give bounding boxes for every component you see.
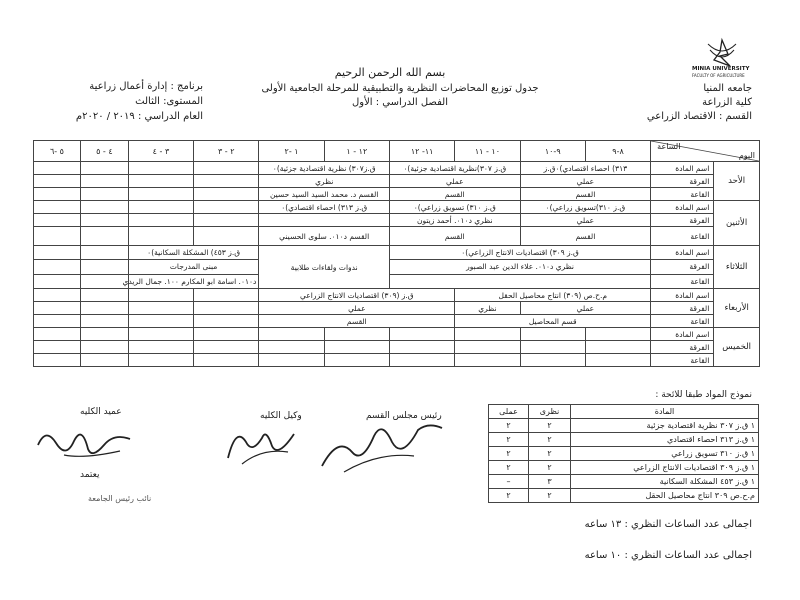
subject-practical: ٢	[489, 433, 529, 447]
subject-practical: –	[489, 475, 529, 489]
cell-group: نظري د٠١٠. أحمد زيتون	[389, 214, 520, 227]
row-label-group: الفرقة	[651, 175, 714, 188]
corner-day: اليوم	[738, 151, 755, 160]
cell-room: القسم د. محمد السيد السيد حسين	[259, 188, 390, 201]
row-label-group: الفرقة	[651, 302, 714, 315]
cell-empty	[128, 201, 193, 214]
cell-group: عملي	[389, 175, 520, 188]
department-name: القسم : الاقتصاد الزراعي	[646, 111, 752, 122]
row-label-room: القاعة	[651, 227, 714, 246]
cell-empty	[80, 274, 128, 288]
subject-theory: ٢	[529, 419, 571, 433]
subject-name: ١ ق.ز ٣١٣ احصاء اقتصادي	[571, 433, 759, 447]
row-label-room: القاعة	[651, 315, 714, 328]
time-slot-header: ٨-٩	[585, 141, 650, 162]
cell-group: نظري د٠١٠. علاء الدين عبد الصبور	[389, 260, 650, 274]
time-slot-header: ١٠ - ١١	[455, 141, 520, 162]
cell-empty	[194, 201, 259, 214]
cell-room: قسم المحاصيل	[455, 315, 651, 328]
table-row	[489, 475, 759, 489]
time-slot-header: ٤ - ٥	[80, 141, 128, 162]
row-label-group: الفرقة	[651, 260, 714, 274]
table-row	[489, 489, 759, 503]
subject-theory: ٢	[529, 489, 571, 503]
cell-room: القسم	[259, 315, 455, 328]
cell-group	[259, 214, 390, 227]
table-row	[489, 461, 759, 475]
schedule-table	[33, 140, 760, 367]
row-label-room: القاعة	[651, 354, 714, 367]
time-slot-header: ٣ - ٤	[128, 141, 193, 162]
cell-empty	[34, 175, 81, 188]
row-label-group: الفرقة	[651, 214, 714, 227]
subjects-header-theory: نظرى	[529, 405, 571, 419]
cell-room: القسم	[389, 227, 520, 246]
subjects-table	[488, 404, 759, 503]
cell-empty	[194, 227, 259, 246]
time-slot-header: ٢ - ٣	[194, 141, 259, 162]
basmala: بسم الله الرحمن الرحيم	[334, 66, 446, 79]
cell-empty	[128, 289, 193, 302]
subject-practical: ٢	[489, 461, 529, 475]
subject-theory: ٢	[529, 433, 571, 447]
row-label-subject: اسم المادة	[651, 328, 714, 341]
cell-empty	[194, 289, 259, 302]
cell-group: عملي	[520, 214, 651, 227]
row-label-subject: اسم المادة	[651, 162, 714, 175]
cell-empty	[128, 227, 193, 246]
total-practical-hours: اجمالى عدد الساعات النظري : ١٠ ساعه	[584, 550, 752, 561]
cell-empty	[128, 214, 193, 227]
cell-empty	[194, 214, 259, 227]
cell-subject: ق.ز ٣١٣) احصاء اقتصادي)٠	[259, 201, 390, 214]
council-head-signature	[318, 416, 448, 476]
day-sunday: الأحد	[714, 162, 760, 201]
cell-group: نظري	[455, 302, 520, 315]
row-label-subject: اسم المادة	[651, 246, 714, 260]
cell-empty	[80, 246, 128, 260]
subject-name: ١ ق.ز ٣٠٩ اقتصاديات الانتاج الزراعي	[571, 461, 759, 475]
cell-empty	[80, 260, 128, 274]
subject-practical: ٢	[489, 419, 529, 433]
day-wednesday: الأربعاء	[714, 289, 760, 328]
cell-room: د٠١٠. اسامة ابو المكارم ١٠٠. جمال الريدي	[128, 274, 259, 288]
cell-empty	[194, 188, 259, 201]
cell-group: عملي	[520, 302, 651, 315]
university-logo	[690, 36, 754, 82]
cell-subject: م.ح.ص (٣٠٩) انتاج محاصيل الحقل	[455, 289, 651, 302]
cell-empty	[128, 188, 193, 201]
cell-empty	[34, 214, 81, 227]
corner-hour: الساعة	[657, 142, 681, 151]
semester: الفصل الدراسي : الأول	[351, 97, 448, 108]
cell-empty	[34, 246, 81, 260]
cell-empty	[128, 302, 193, 315]
subject-theory: ٢	[529, 461, 571, 475]
table-row	[489, 447, 759, 461]
subjects-header-name: المادة	[571, 405, 759, 419]
cell-empty	[34, 201, 81, 214]
cell-subject: ٣١٣) احصاء اقتصادي)٠ق.ز	[520, 162, 651, 175]
cell-empty	[80, 315, 128, 328]
time-slot-header: ٩-١٠	[520, 141, 585, 162]
cell-empty	[80, 302, 128, 315]
cell-group: نظري	[259, 175, 390, 188]
approved-label: يعتمد	[80, 470, 100, 480]
cell-group: عملي	[259, 302, 455, 315]
subject-theory: ٢	[529, 447, 571, 461]
cell-empty	[128, 162, 193, 175]
subject-name: ١ ق.ز ٤٥٣ المشكلة السكانية	[571, 475, 759, 489]
time-slot-header: ١١- ١٢	[389, 141, 454, 162]
row-label-group: الفرقة	[651, 341, 714, 354]
cell-empty	[128, 315, 193, 328]
faculty-name: كلية الزراعة	[702, 97, 752, 108]
cell-empty	[34, 162, 81, 175]
cell-empty	[80, 214, 128, 227]
time-slot-header: ١٢ - ١	[324, 141, 389, 162]
day-thursday: الخميس	[714, 328, 760, 367]
row-label-subject: اسم المادة	[651, 289, 714, 302]
university-vp-label: نائب رئيس الجامعة	[88, 494, 152, 503]
row-label-room: القاعة	[651, 188, 714, 201]
cell-empty	[34, 227, 81, 246]
subjects-header-practical: عملى	[489, 405, 529, 419]
cell-empty	[194, 315, 259, 328]
day-tuesday: الثلاثاء	[714, 246, 760, 289]
dean-signature	[34, 415, 134, 465]
total-theory-hours: اجمالى عدد الساعات النظري : ١٣ ساعه	[584, 519, 752, 530]
table-row	[489, 433, 759, 447]
vice-dean-label: وكيل الكليه	[260, 411, 302, 421]
cell-subject: ق.ز ٣١٠)تسويق زراعي)٠	[520, 201, 651, 214]
cell-empty	[34, 302, 81, 315]
cell-group: عملي	[520, 175, 651, 188]
cell-empty	[34, 260, 81, 274]
academic-year: العام الدراسي : ٢٠١٩ / ٢٠٢٠م	[75, 111, 203, 122]
university-name: جامعه المنيا	[703, 83, 752, 94]
cell-seminars: ندوات ولقاءات طلابية	[259, 246, 390, 289]
cell-empty	[194, 162, 259, 175]
time-slot-header: ٥ -٦	[34, 141, 81, 162]
cell-empty	[194, 302, 259, 315]
cell-subject: ق.ز ٤٥٣) المشكلة السكانية)٠	[128, 246, 259, 260]
day-monday: الأثنين	[714, 201, 760, 246]
cell-room: القسم	[389, 188, 520, 201]
dean-label: عميد الكليه	[80, 407, 122, 417]
cell-empty	[194, 175, 259, 188]
table-row	[489, 419, 759, 433]
cell-empty	[34, 289, 81, 302]
cell-room: القسم د٠١٠. سلوى الحسيني	[259, 227, 390, 246]
logo-text: MINIA UNIVERSITY	[692, 66, 750, 72]
cell-group: مبنى المدرجات	[128, 260, 259, 274]
cell-empty	[80, 175, 128, 188]
cell-empty	[128, 175, 193, 188]
logo-subtext: FACULTY OF AGRICULTURE	[692, 73, 745, 78]
cell-subject: ق.ز ٣٠٧)نظرية اقتصادية جزئية)٠	[389, 162, 520, 175]
cell-subject: ق.ز ٣١٠) تسويق زراعي)٠	[389, 201, 520, 214]
cell-empty	[34, 315, 81, 328]
council-head-label: رئيس مجلس القسم	[366, 411, 442, 421]
cell-subject: ق.ز ٣٠٩) اقتصاديات الانتاج الزراعي)٠	[389, 246, 650, 260]
cell-empty	[80, 162, 128, 175]
subject-theory: ٣	[529, 475, 571, 489]
vice-dean-signature	[222, 418, 302, 468]
row-label-subject: اسم المادة	[651, 201, 714, 214]
subject-practical: ٢	[489, 489, 529, 503]
subject-practical: ٢	[489, 447, 529, 461]
row-label-room: القاعة	[651, 274, 714, 288]
cell-empty	[34, 274, 81, 288]
subjects-caption: نموذج المواد طبقا للائحة :	[655, 390, 752, 400]
cell-subject: ق.ز٣٠٧) نظرية اقتصادية جزئية)٠	[259, 162, 390, 175]
cell-empty	[389, 274, 650, 288]
cell-empty	[34, 188, 81, 201]
cell-empty	[80, 227, 128, 246]
cell-empty	[80, 289, 128, 302]
cell-subject: ق.ز (٣٠٩) اقتصاديات الانتاج الزراعي	[259, 289, 455, 302]
level: المستوى: الثالث	[135, 96, 203, 107]
cell-empty	[80, 188, 128, 201]
page-title: جدول توزيع المحاضرات النظرية والتطبيقية للمرحلة الجامعية الأولى	[261, 83, 539, 94]
cell-room: القسم	[520, 227, 651, 246]
corner-header	[651, 141, 760, 162]
time-slot-header: ١ -٢	[259, 141, 324, 162]
program: برنامج : إدارة أعمال زراعية	[89, 81, 203, 92]
subject-name: م.ح.ص ٣٠٩ انتاج محاصيل الحقل	[571, 489, 759, 503]
subject-name: ١ ق.ز ٣١٠ تسويق زراعي	[571, 447, 759, 461]
cell-empty	[80, 201, 128, 214]
cell-room: القسم	[520, 188, 651, 201]
subject-name: ١ ق.ز ٣٠٧ نظرية اقتصادية جزئية	[571, 419, 759, 433]
